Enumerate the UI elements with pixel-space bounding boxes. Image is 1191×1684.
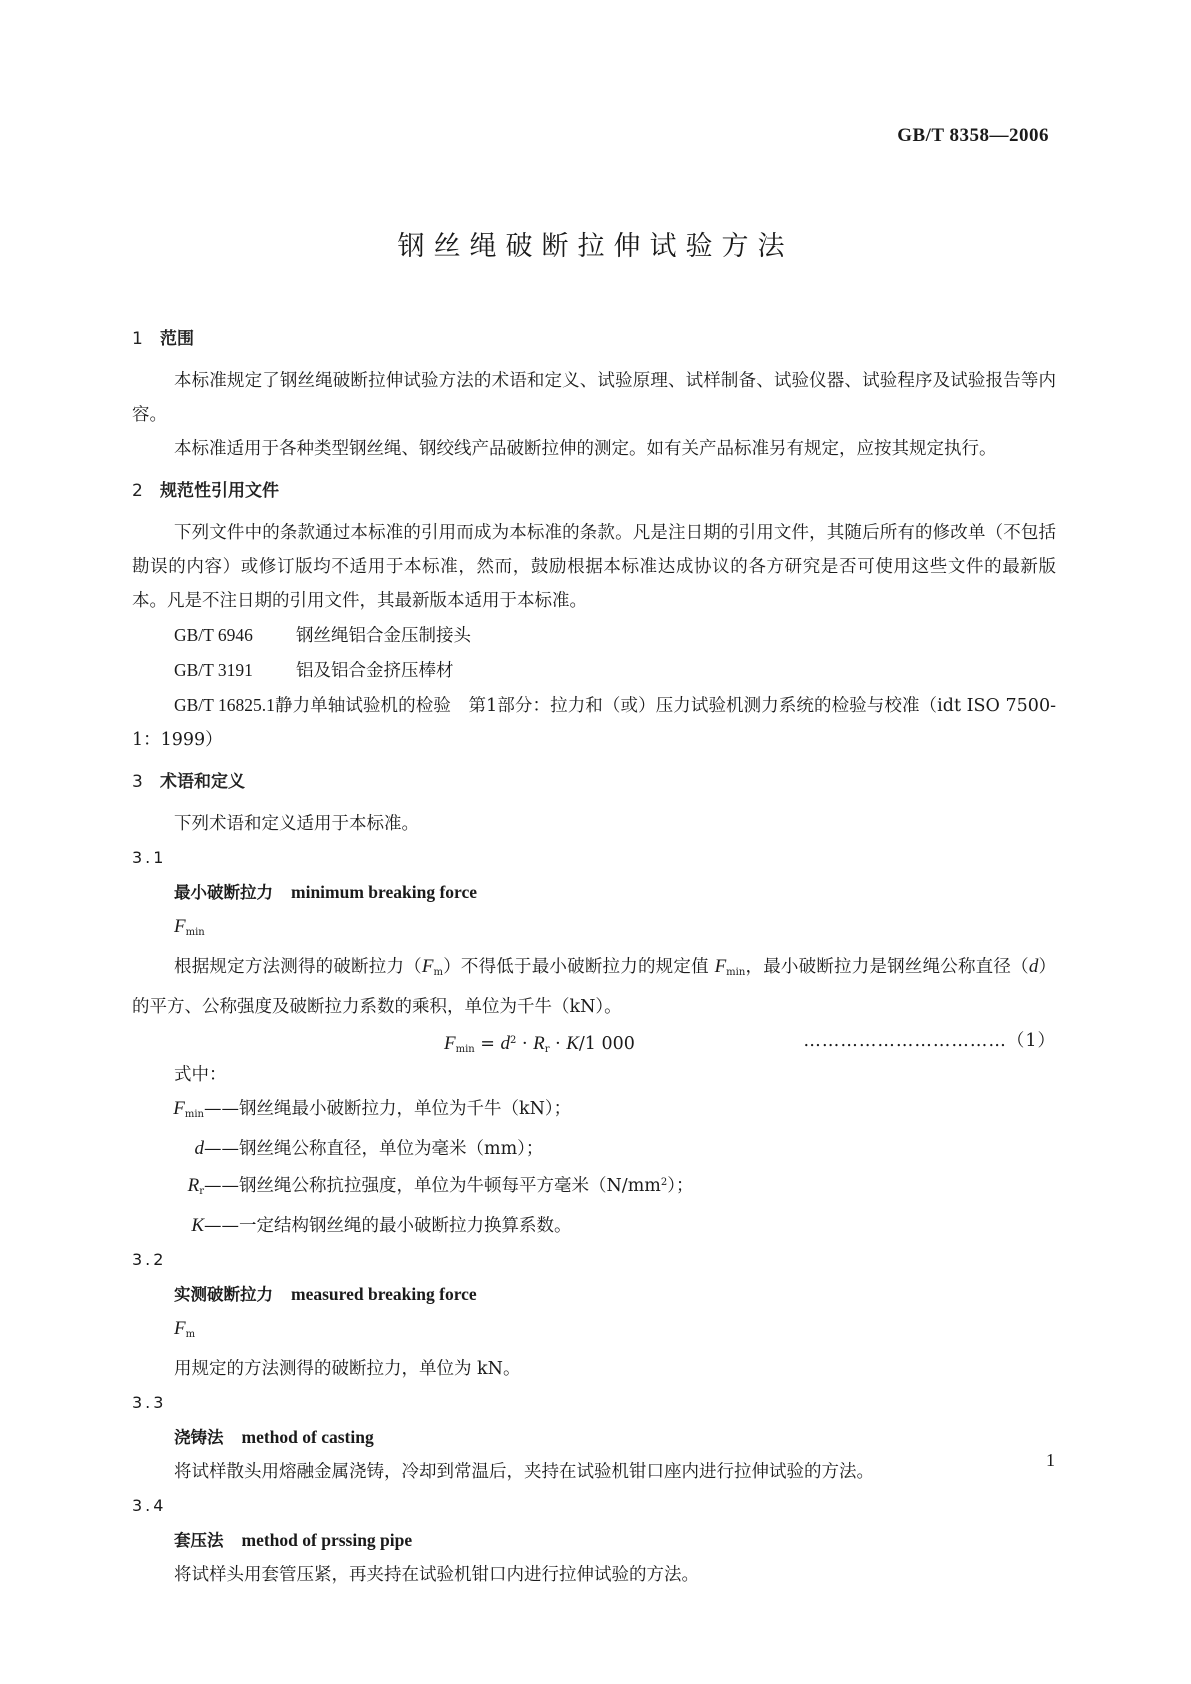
legend-item: $F_{min}——$钢丝绳最小破断拉力，单位为千牛（kN）； — [173, 1098, 572, 1120]
paragraph: 下列术语和定义适用于本标准。 — [174, 814, 419, 834]
term-definition: 将试样散头用熔融金属浇铸，冷却到常温后，夹持在试验机钳口座内进行拉伸试验的方法。 — [174, 1462, 874, 1482]
reference-code: GB/T 6946 — [174, 625, 253, 645]
section-2-heading — [132, 474, 1056, 508]
paragraph: 下列文件中的条款通过本标准的引用而成为本标准的条款。凡是注日期的引用文件，其随后所有的修改单（不包括勘误的内容）或修订版均不适用于本标准，然而，鼓励根据本标准达成协议的各方研究是否可使用这些文件的最新版本。凡是不注日期的引用文件，其最新版本适用于本标准。 — [132, 523, 1056, 611]
clause-number: 3.2 — [132, 1250, 167, 1269]
paragraph: 本标准适用于各种类型钢丝绳、钢绞线产品破断拉伸的测定。如有关产品标准另有规定，应按其规定执行。 — [174, 439, 997, 459]
term-zh: 最小破断拉力 — [174, 883, 273, 902]
legend-item: $R_r——$钢丝绳公称抗拉强度，单位为牛顿每平方毫米$(N/mm^2)$； — [187, 1175, 694, 1197]
section-title: 规范性引用文件 — [160, 481, 279, 501]
document-title: 钢丝绳破断拉伸试验方法 — [397, 231, 794, 262]
term-en: method of prssing pipe — [241, 1530, 413, 1550]
term-zh: 套压法 — [174, 1531, 224, 1550]
formula-number: ……………………………（1） — [803, 1031, 1056, 1051]
term-en: method of casting — [241, 1427, 374, 1447]
reference-item — [132, 653, 1056, 688]
term-en: measured breaking force — [291, 1284, 477, 1304]
reference-title: 静力单轴试验机的检验 第1部分：拉力和（或）压力试验机测力系统的检验与校准（idt ISO 7500-1：1999） — [132, 696, 1056, 750]
section-title: 范围 — [160, 329, 194, 349]
legend-item: K——一定结构钢丝绳的最小破断拉力换算系数。 — [191, 1215, 572, 1236]
term-symbol: $F_{min}$ — [174, 916, 205, 938]
page-number: 1 — [1046, 1450, 1055, 1470]
formula-expression: $F_{min} = d^2 \cdot R_r \cdot K/1$ 000 — [444, 1033, 635, 1055]
formula-1 — [132, 1024, 1056, 1058]
term-definition: 将试样头用套管压紧，再夹持在试验机钳口内进行拉伸试验的方法。 — [174, 1565, 699, 1585]
term-heading — [132, 1277, 1056, 1312]
standard-number: GB/T 8358—2006 — [897, 125, 1049, 146]
reference-item — [132, 618, 1056, 653]
clause-number: 3.1 — [132, 848, 167, 867]
document-body — [132, 322, 1056, 1592]
clause-number: 3.4 — [132, 1496, 167, 1515]
reference-item — [132, 688, 1056, 757]
section-number: 2 — [132, 481, 143, 501]
section-title: 术语和定义 — [160, 772, 245, 792]
reference-title: 钢丝绳铝合金压制接头 — [296, 626, 471, 646]
term-definition: 用规定的方法测得的破断拉力，单位为 kN。 — [174, 1359, 521, 1379]
clause-number: 3.3 — [132, 1393, 167, 1412]
term-heading — [132, 1420, 1056, 1455]
section-3-heading — [132, 765, 1056, 799]
term-heading — [132, 875, 1056, 910]
term-symbol: $F_m$ — [174, 1318, 196, 1340]
reference-title: 铝及铝合金挤压棒材 — [296, 661, 454, 681]
paragraph: 本标准规定了钢丝绳破断拉伸试验方法的术语和定义、试验原理、试样制备、试验仪器、试验程序及试验报告等内容。 — [132, 371, 1056, 425]
where-label: 式中： — [174, 1065, 227, 1085]
section-number: 1 — [132, 329, 143, 349]
term-en: minimum breaking force — [291, 882, 478, 902]
term-zh: 实测破断拉力 — [174, 1285, 273, 1304]
section-1-heading — [132, 322, 1056, 356]
term-heading — [132, 1523, 1056, 1558]
term-zh: 浇铸法 — [174, 1428, 224, 1447]
reference-code: GB/T 16825.1 — [174, 695, 275, 715]
section-number: 3 — [132, 772, 143, 792]
legend-item: d——钢丝绳公称直径，单位为毫米（mm）； — [194, 1138, 544, 1159]
reference-code: GB/T 3191 — [174, 660, 253, 680]
term-definition: 根据规定方法测得的破断拉力$(F_m)$不得低于最小破断拉力的规定值 $F_{min}$，最小破断拉力是钢丝绳公称直径（d）的平方、公称强度及破断拉力系数的乘积，单位为千牛（kN）。 — [132, 956, 1057, 1017]
